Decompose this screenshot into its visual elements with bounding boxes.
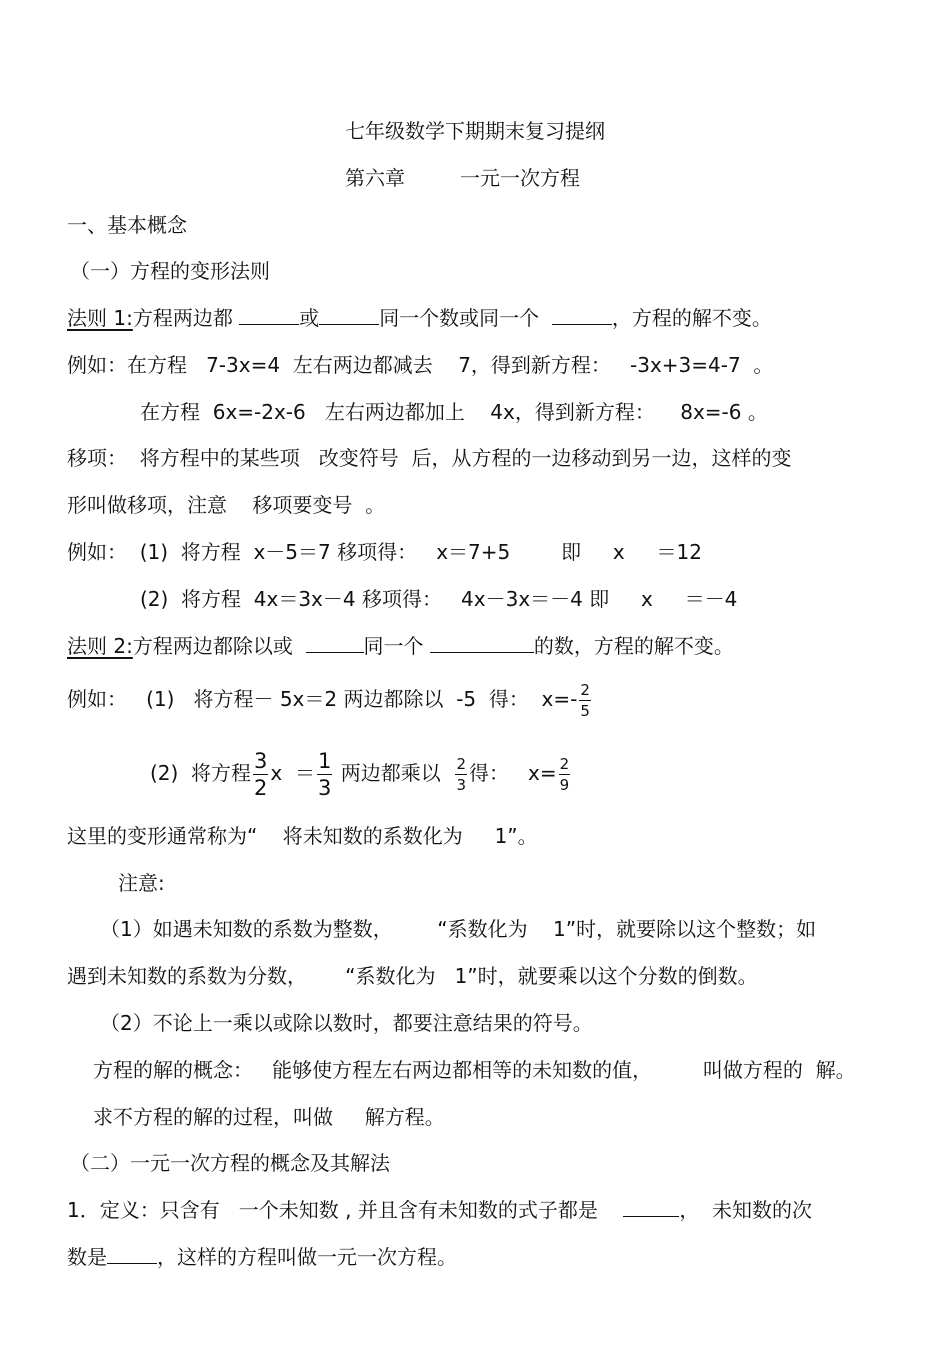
fill-blank xyxy=(623,1198,679,1217)
paragraph-line: （2）不论上一乘以或除以数时，都要注意结果的符号。 xyxy=(100,1011,593,1035)
rule-2-text: 同一个 xyxy=(363,634,424,658)
subsection-heading: （二）一元一次方程的概念及其解法 xyxy=(70,1151,390,1175)
paragraph-line: 这里的变形通常称为“ 将未知数的系数化为 1”。 xyxy=(67,824,538,848)
paragraph-line: 移项： 将方程中的某些项 改变符号 后，从方程的一边移动到另一边，这样的变 xyxy=(67,446,792,470)
denominator: 3 xyxy=(456,775,466,794)
chapter-heading xyxy=(345,165,580,191)
definition-text: 数是 xyxy=(67,1245,107,1269)
fraction xyxy=(317,748,332,800)
example-text: 例如： (1) 将方程－ 5x＝2 两边都除以 -5 得： x=- xyxy=(67,687,578,711)
numerator: 1 xyxy=(317,748,332,773)
page-title: 七年级数学下期期末复习提纲 xyxy=(345,119,605,143)
example-text: 得： x= xyxy=(468,761,557,785)
paragraph-line: 形叫做移项，注意 移项要变号 。 xyxy=(67,493,386,517)
rule-2-label: 法则 2: xyxy=(67,634,133,658)
fraction xyxy=(455,754,467,794)
rule-2-text: 的数，方程的解不变。 xyxy=(533,634,734,658)
denominator: 2 xyxy=(254,775,268,800)
definition-line xyxy=(67,1197,812,1223)
fraction xyxy=(579,680,591,720)
chapter-name: 一元一次方程 xyxy=(460,166,580,190)
definition-text: 1．定义：只含有 一个未知数 , 并且含有未知数的式子都是 xyxy=(67,1198,598,1222)
fill-blank xyxy=(306,634,364,653)
denominator: 9 xyxy=(559,775,570,794)
rule-1-text: 同一个数或同一个 xyxy=(379,306,540,330)
example-line xyxy=(150,748,572,799)
numerator: 2 xyxy=(456,754,466,773)
numerator: 2 xyxy=(580,680,590,699)
fraction xyxy=(559,754,571,794)
rule-1-label: 法则 1: xyxy=(67,306,133,330)
denominator: 5 xyxy=(580,701,590,720)
paragraph-line: （1）如遇未知数的系数为整数， “系数化为 1”时，就要除以这个整数；如 xyxy=(100,917,817,941)
fill-blank xyxy=(430,634,534,653)
paragraph-line: 求不方程的解的过程，叫做 解方程。 xyxy=(93,1105,445,1129)
fill-blank xyxy=(319,306,379,325)
rule-1-text: 方程两边都 xyxy=(132,306,233,330)
paragraph-line: 方程的解的概念： 能够使方程左右两边都相等的未知数的值， 叫做方程的 解。 xyxy=(93,1058,856,1082)
subsection-heading: （一）方程的变形法则 xyxy=(70,259,270,283)
chapter-number: 第六章 xyxy=(345,166,405,190)
example-text: 两边都乘以 xyxy=(340,761,441,785)
rule-2-text: 方程两边都除以或 xyxy=(132,634,293,658)
fill-blank xyxy=(107,1245,157,1264)
rule-1 xyxy=(67,305,772,331)
definition-text: ，这样的方程叫做一元一次方程。 xyxy=(157,1245,457,1269)
definition-text: ， 未知数的次 xyxy=(679,1198,813,1222)
rule-1-text: ，方程的解不变。 xyxy=(611,306,772,330)
example-text: x ＝ xyxy=(270,761,315,785)
example-line: 例如： (1) 将方程 x－5＝7 移项得： x＝7+5 即 x ＝12 xyxy=(67,540,702,564)
fraction xyxy=(253,748,268,800)
example-text: (2) 将方程 xyxy=(150,761,252,785)
paragraph-line: 遇到未知数的系数为分数， “系数化为 1”时，就要乘以这个分数的倒数。 xyxy=(67,964,758,988)
fill-blank xyxy=(552,306,612,325)
example-line: 在方程 6x=-2x-6 左右两边都加上 4x，得到新方程： 8x=-6 。 xyxy=(140,400,768,424)
numerator: 2 xyxy=(559,754,570,773)
rule-1-text: 或 xyxy=(299,306,320,330)
example-line: 例如：在方程 7-3x=4 左右两边都减去 7，得到新方程： -3x+3=4-7 。 xyxy=(67,353,774,377)
fill-blank xyxy=(239,306,299,325)
section-heading: 一、基本概念 xyxy=(67,213,187,237)
rule-2 xyxy=(67,633,734,659)
example-line: (2) 将方程 4x＝3x－4 移项得： 4x－3x＝－4 即 x ＝－4 xyxy=(140,587,738,611)
example-line xyxy=(67,682,593,719)
numerator: 3 xyxy=(254,748,268,773)
denominator: 3 xyxy=(317,775,332,800)
definition-line xyxy=(67,1244,457,1270)
note-label: 注意: xyxy=(118,871,165,895)
